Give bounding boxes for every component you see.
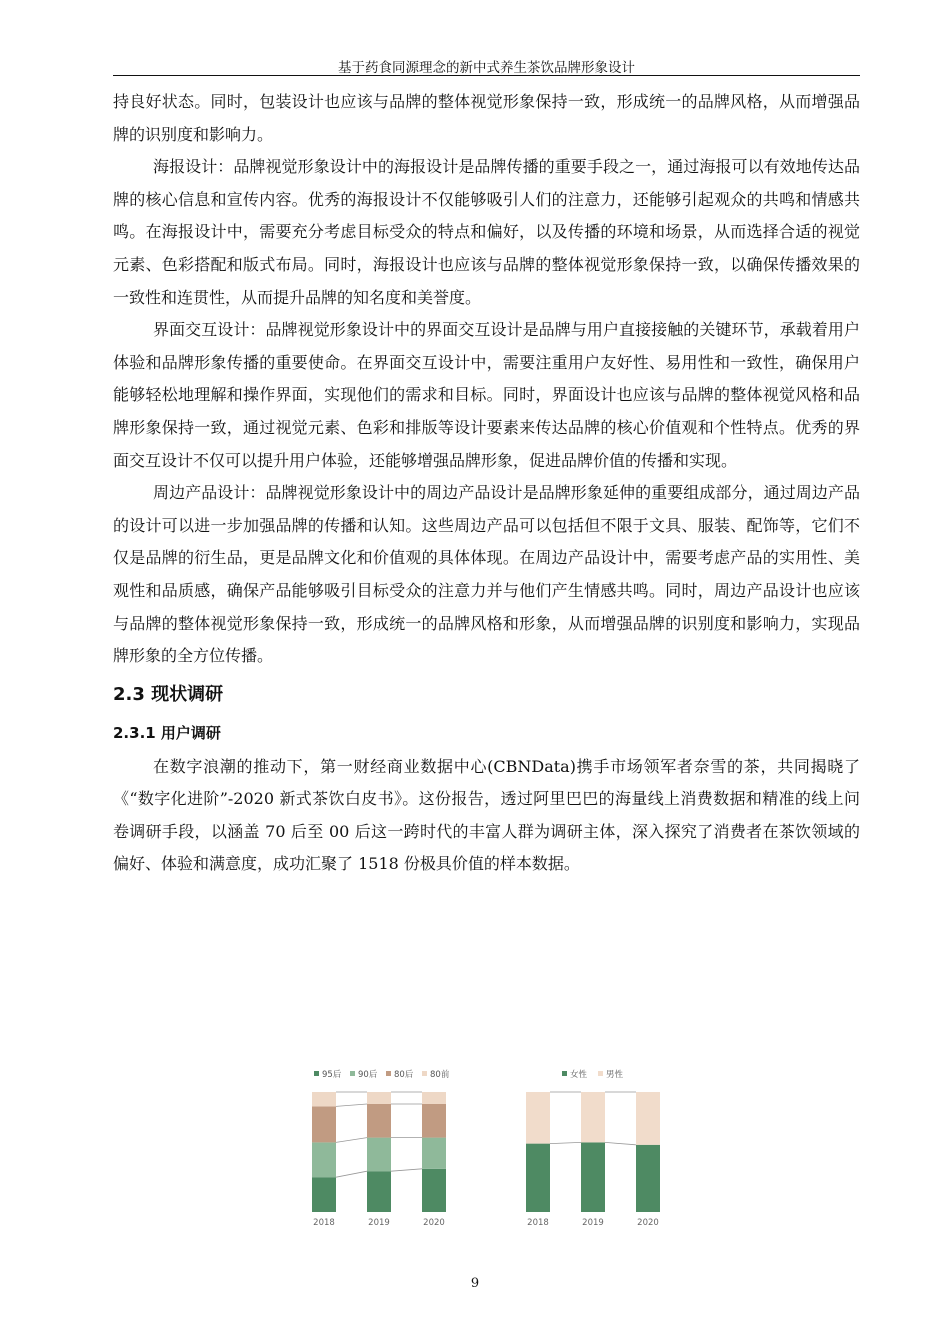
legend-swatch-0-0 xyxy=(314,1071,319,1076)
paragraph-interface-design: 界面交互设计：品牌视觉形象设计中的界面交互设计是品牌与用户直接接触的关键环节，承载着用户体验和品牌形象传播的重要使命。在界面交互设计中，需要注重用户友好性、易用性和一致性，确保用户能够轻松地理解和操作界面，实现他们的需求和目标。同时，界面设计也应该与品牌的整体视觉风格和品牌形象保持一致，通过视觉元素、色彩和排版等设计要素来传达品牌的核心价值观和个性特点。优秀的界面交互设计不仅可以提升用户体验，还能够增强品牌形象，促进品牌价值的传播和实现。 xyxy=(113,320,860,470)
connector-0-0-0 xyxy=(336,1171,367,1177)
running-header: 基于药食同源理念的新中式养生茶饮品牌形象设计 xyxy=(338,60,635,76)
connector-0-1-0 xyxy=(391,1169,422,1171)
section-heading: 2.3 现状调研 xyxy=(113,683,224,705)
tick-label-1-2: 2020 xyxy=(637,1218,659,1228)
legend-label-0-1: 90后 xyxy=(358,1070,378,1080)
paragraph-user-research: 在数字浪潮的推动下，第一财经商业数据中心(CBNData)携手市场领军者奈雪的茶，共同揭晓了《“数字化进阶”-2020 新式茶饮白皮书》。这份报告，透过阿里巴巴的海量线上消费数据和精准的线上问卷调研手段，以涵盖 70 后至 00 后这一跨时代的丰富人群为调研主体，深入探究了消费者在茶饮领域的偏好、体验和满意度，成功汇聚了 1518 份极具价值的样本数据。 xyxy=(113,756,860,874)
bar-seg-1-1-1 xyxy=(581,1092,605,1142)
legend-label-1-1: 男性 xyxy=(606,1070,624,1080)
legend-label-0-2: 80后 xyxy=(394,1070,414,1080)
bar-seg-0-2-0 xyxy=(422,1169,446,1212)
bar-seg-0-2-2 xyxy=(422,1104,446,1138)
header-rule xyxy=(113,75,860,76)
figure-consumer-charts xyxy=(300,1062,670,1232)
paragraph-poster-design: 海报设计：品牌视觉形象设计中的海报设计是品牌传播的重要手段之一，通过海报可以有效地传达品牌的核心信息和宣传内容。优秀的海报设计不仅能够吸引人们的注意力，还能够引起观众的共鸣和情感共鸣。在海报设计中，需要充分考虑目标受众的特点和偏好，以及传播的环境和场景，从而选择合适的视觉元素、色彩搭配和版式布局。同时，海报设计也应该与品牌的整体视觉形象保持一致，以确保传播效果的一致性和连贯性，从而提升品牌的知名度和美誉度。 xyxy=(113,157,860,307)
tick-label-0-2: 2020 xyxy=(423,1218,445,1228)
legend-swatch-0-2 xyxy=(386,1071,391,1076)
connector-1-1-0 xyxy=(605,1142,636,1144)
bar-seg-0-0-0 xyxy=(312,1177,336,1212)
legend-swatch-1-0 xyxy=(562,1071,567,1076)
legend-label-0-3: 80前 xyxy=(430,1070,450,1080)
charts-svg xyxy=(300,1062,670,1232)
connector-1-0-0 xyxy=(550,1142,581,1143)
tick-label-1-1: 2019 xyxy=(582,1218,604,1228)
legend-swatch-1-1 xyxy=(598,1071,603,1076)
body-text xyxy=(113,86,860,881)
bar-seg-0-1-1 xyxy=(367,1138,391,1172)
bar-seg-0-1-0 xyxy=(367,1171,391,1212)
legend-label-0-0: 95后 xyxy=(322,1070,342,1080)
connector-0-0-2 xyxy=(336,1104,367,1106)
bar-seg-0-0-3 xyxy=(312,1092,336,1106)
bar-seg-1-0-1 xyxy=(526,1092,550,1144)
tick-label-1-0: 2018 xyxy=(527,1218,549,1228)
bar-seg-1-1-0 xyxy=(581,1142,605,1212)
connector-0-0-1 xyxy=(336,1138,367,1143)
bar-seg-0-2-3 xyxy=(422,1092,446,1104)
bar-seg-0-2-1 xyxy=(422,1138,446,1169)
bar-seg-1-2-1 xyxy=(636,1092,660,1145)
bar-seg-0-1-3 xyxy=(367,1092,391,1104)
legend-swatch-0-3 xyxy=(422,1071,427,1076)
bar-seg-0-0-2 xyxy=(312,1106,336,1142)
tick-label-0-1: 2019 xyxy=(368,1218,390,1228)
legend-swatch-0-1 xyxy=(350,1071,355,1076)
bar-seg-0-0-1 xyxy=(312,1142,336,1177)
page-number: 9 xyxy=(470,1276,480,1291)
tick-label-0-0: 2018 xyxy=(313,1218,335,1228)
paragraph-merchandise-design: 周边产品设计：品牌视觉形象设计中的周边产品设计是品牌形象延伸的重要组成部分，通过周边产品的设计可以进一步加强品牌的传播和认知。这些周边产品可以包括但不限于文具、服装、配饰等，它们不仅是品牌的衍生品，更是品牌文化和价值观的具体体现。在周边产品设计中，需要考虑产品的实用性、美观性和品质感，确保产品能够吸引目标受众的注意力并与他们产生情感共鸣。同时，周边产品设计也应该与品牌的整体视觉形象保持一致，形成统一的品牌风格和形象，从而增强品牌的识别度和影响力，实现品牌形象的全方位传播。 xyxy=(113,483,860,666)
bar-seg-1-2-0 xyxy=(636,1145,660,1212)
bar-seg-1-0-0 xyxy=(526,1144,550,1212)
subsection-heading: 2.3.1 用户调研 xyxy=(113,723,221,742)
legend-label-1-0: 女性 xyxy=(570,1070,588,1080)
bar-seg-0-1-2 xyxy=(367,1104,391,1138)
paragraph-packaging-end: 持良好状态。同时，包装设计也应该与品牌的整体视觉形象保持一致，形成统一的品牌风格，从而增强品牌的识别度和影响力。 xyxy=(113,92,860,144)
